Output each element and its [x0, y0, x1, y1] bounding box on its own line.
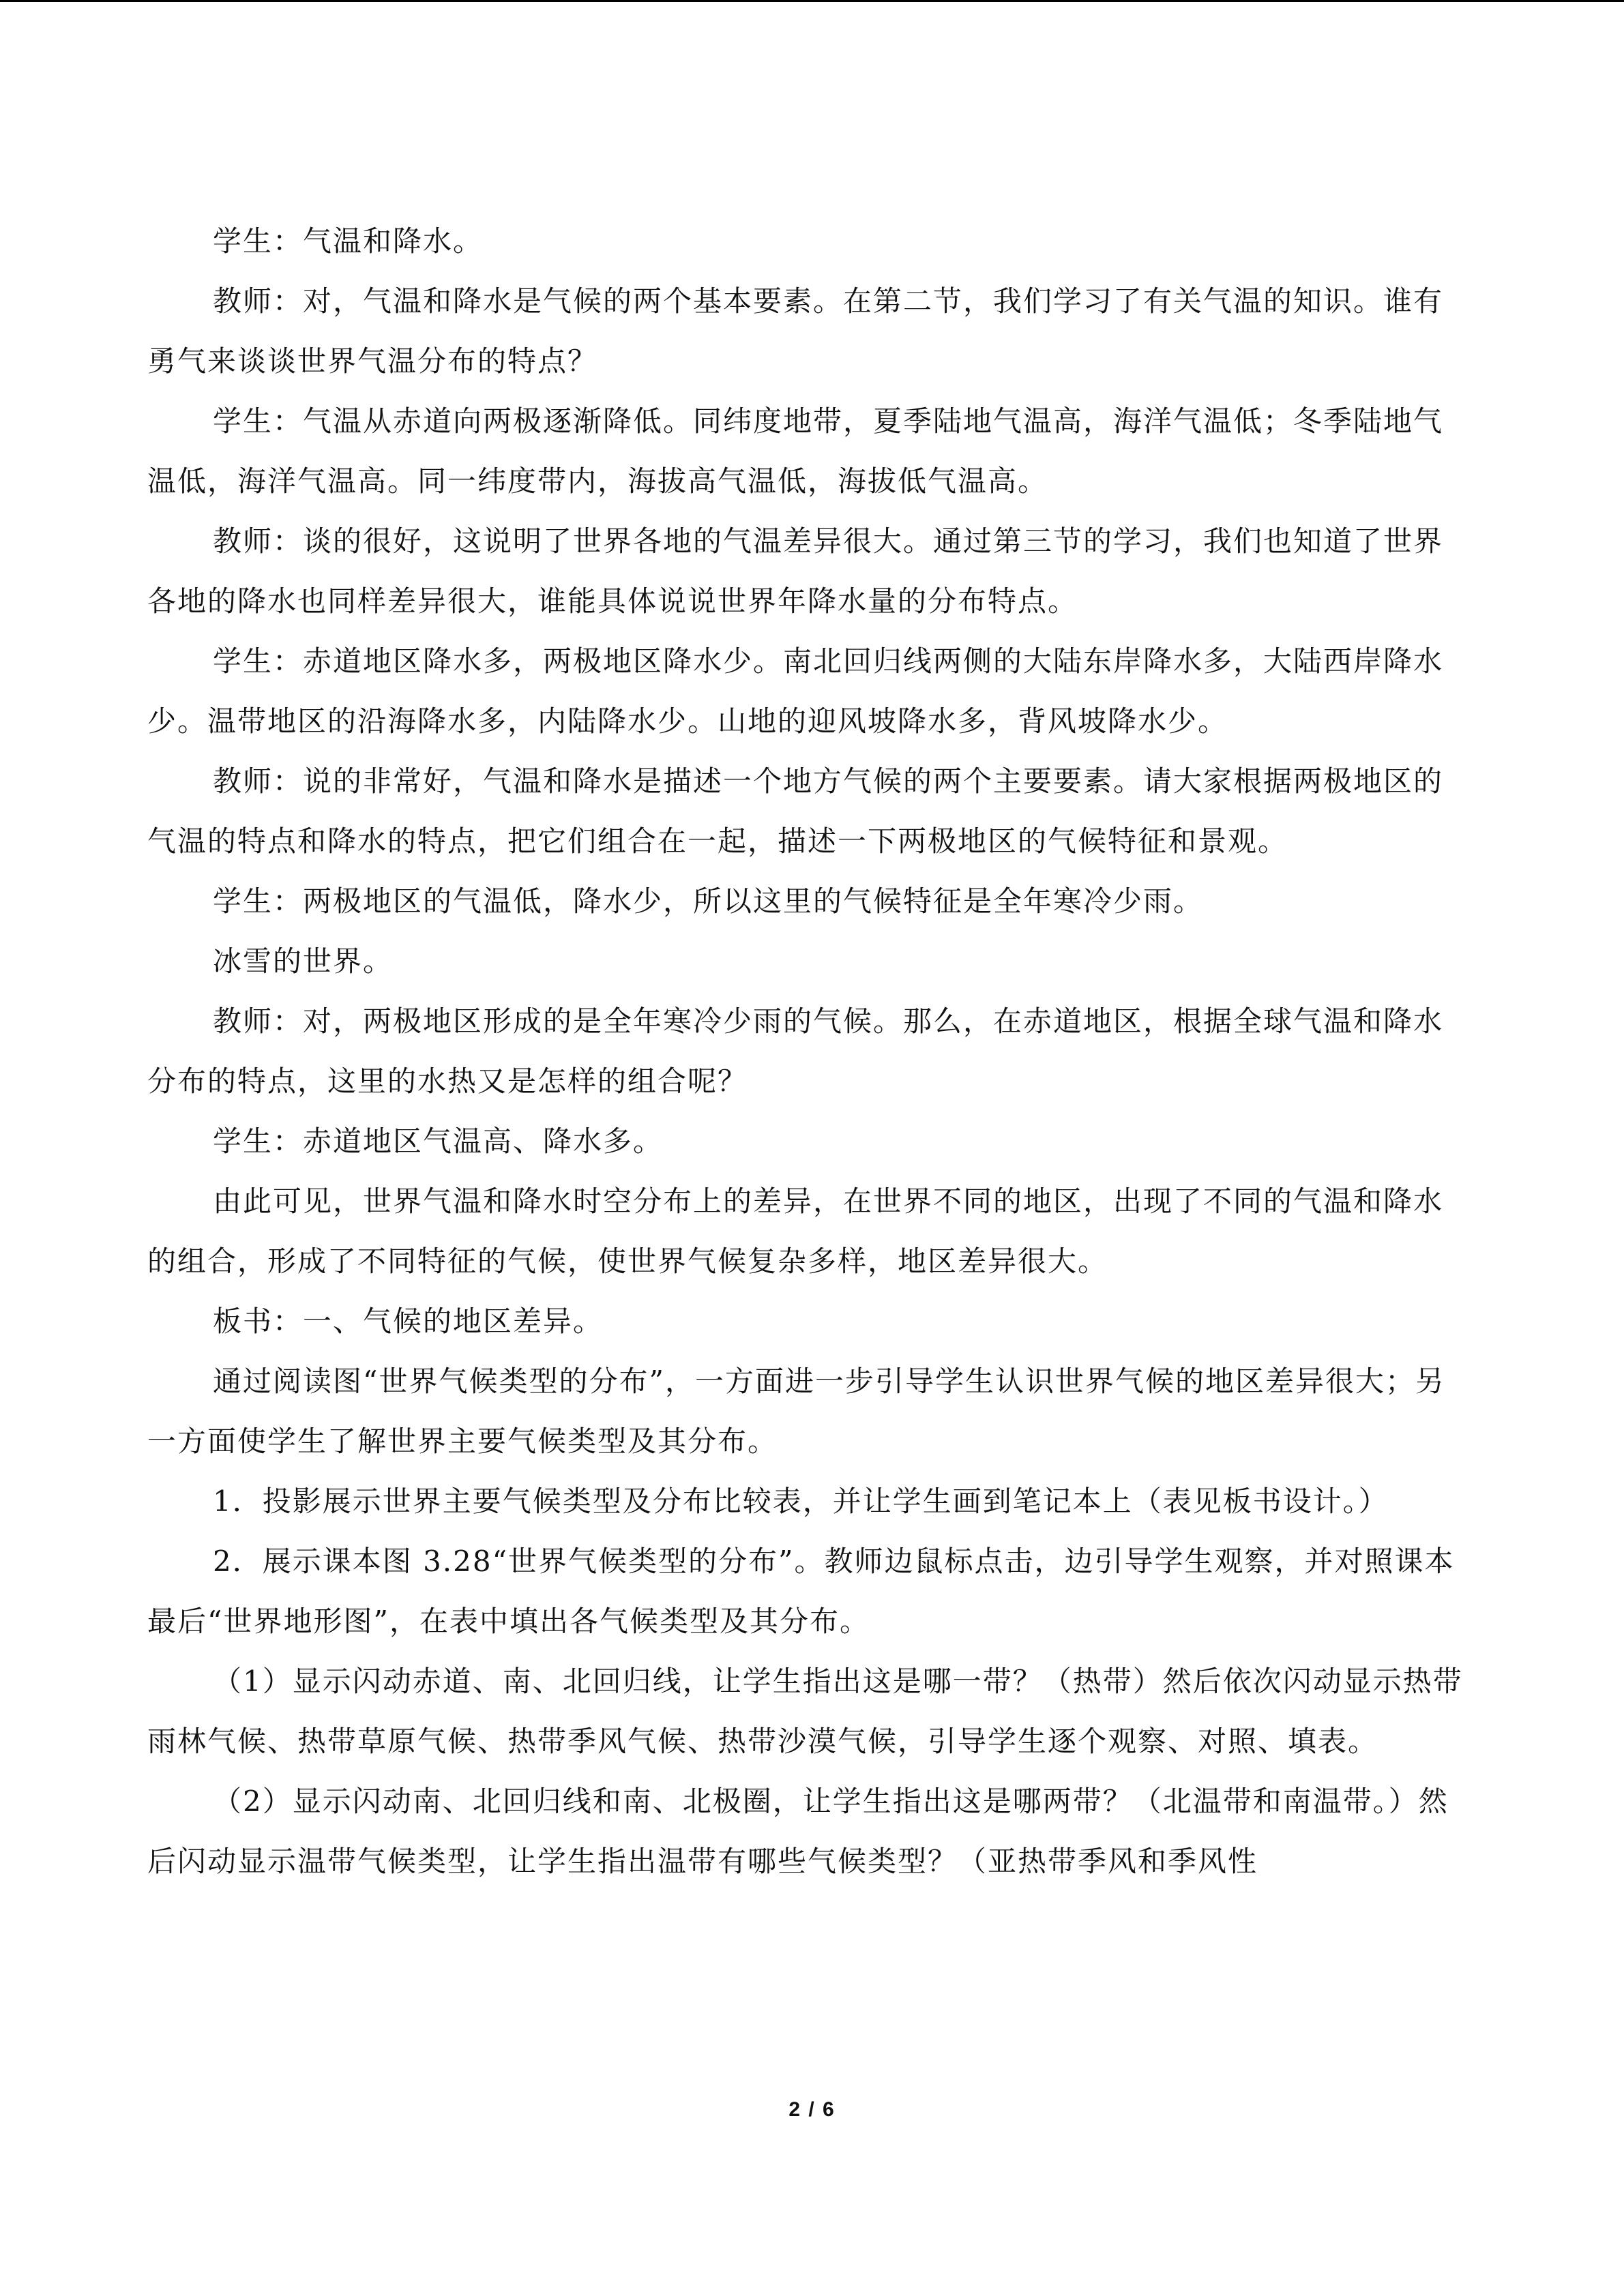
- paragraph-3: 学生：气温从赤道向两极逐渐降低。同纬度地带，夏季陆地气温高，海洋气温低；冬季陆地气温低，海洋气温高。同一纬度带内，海拔高气温低，海拔低气温高。: [147, 404, 1444, 498]
- page-number: 2 / 6: [788, 2098, 836, 2121]
- paragraph-6: 教师：说的非常好，气温和降水是描述一个地方气候的两个主要要素。请大家根据两极地区的气温的特点和降水的特点，把它们组合在一起，描述一下两极地区的气候特征和景观。: [147, 764, 1444, 858]
- paragraph-7: 学生：两极地区的气温低，降水少，所以这里的气候特征是全年寒冷少雨。: [213, 884, 1204, 918]
- document-body: [147, 211, 1464, 1892]
- paragraph-10: 学生：赤道地区气温高、降水多。: [213, 1124, 664, 1158]
- paragraph-16: （1）显示闪动赤道、南、北回归线，让学生指出这是哪一带？（热带）然后依次闪动显示热带雨林气候、热带草原气候、热带季风气候、热带沙漠气候，引导学生逐个观察、对照、填表。: [147, 1665, 1463, 1758]
- paragraph-1: 学生：气温和降水。: [213, 224, 484, 258]
- paragraph-14: 1．投影展示世界主要气候类型及分布比较表，并让学生画到笔记本上（表见板书设计。）: [213, 1485, 1389, 1518]
- paragraph-9: 教师：对，两极地区形成的是全年寒冷少雨的气候。那么，在赤道地区，根据全球气温和降水分布的特点，这里的水热又是怎样的组合呢？: [147, 1004, 1444, 1098]
- paragraph-11: 由此可见，世界气温和降水时空分布上的差异，在世界不同的地区，出现了不同的气温和降水的组合，形成了不同特征的气候，使世界气候复杂多样，地区差异很大。: [147, 1184, 1444, 1278]
- paragraph-13: 通过阅读图“世界气候类型的分布”，一方面进一步引导学生认识世界气候的地区差异很大；另一方面使学生了解世界主要气候类型及其分布。: [147, 1365, 1445, 1458]
- paragraph-17: （2）显示闪动南、北回归线和南、北极圈，让学生指出这是哪两带？（北温带和南温带。）然后闪动显示温带气候类型，让学生指出温带有哪些气候类型？（亚热带季风和季风性: [147, 1785, 1449, 1878]
- paragraph-15: 2．展示课本图 3.28“世界气候类型的分布”。教师边鼠标点击，边引导学生观察，并对照课本最后“世界地形图”，在表中填出各气候类型及其分布。: [147, 1545, 1455, 1638]
- paragraph-5: 学生：赤道地区降水多，两极地区降水少。南北回归线两侧的大陆东岸降水多，大陆西岸降水少。温带地区的沿海降水多，内陆降水少。山地的迎风坡降水多，背风坡降水少。: [147, 644, 1444, 738]
- paragraph-4: 教师：谈的很好，这说明了世界各地的气温差异很大。通过第三节的学习，我们也知道了世界各地的降水也同样差异很大，谁能具体说说世界年降水量的分布特点。: [147, 524, 1444, 618]
- paragraph-2: 教师：对，气温和降水是气候的两个基本要素。在第二节，我们学习了有关气温的知识。谁有勇气来谈谈世界气温分布的特点？: [147, 284, 1444, 378]
- page-top-border: [0, 0, 1624, 2]
- paragraph-12: 板书：一、气候的地区差异。: [213, 1304, 604, 1338]
- paragraph-8: 冰雪的世界。: [213, 944, 394, 978]
